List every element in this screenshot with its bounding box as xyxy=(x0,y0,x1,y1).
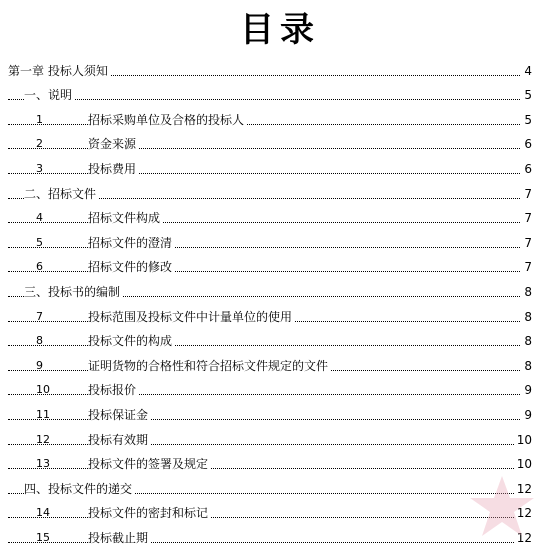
toc-entry-text: 投标截止期 xyxy=(88,530,149,545)
toc-entry-page: 8 xyxy=(524,358,532,373)
toc-entry-number: 13 xyxy=(36,457,50,471)
dot-leader xyxy=(8,444,520,445)
toc-title: 目录 xyxy=(240,10,320,50)
toc-entry-page: 6 xyxy=(524,137,532,152)
toc-entry-text: 投标费用 xyxy=(88,161,137,176)
toc-entry-page: 12 xyxy=(516,530,532,545)
toc-entry-text: 招标文件构成 xyxy=(88,211,161,226)
toc-entry-page: 5 xyxy=(524,112,532,127)
dot-leader xyxy=(8,173,520,174)
toc-entry-item[interactable] xyxy=(0,424,560,449)
toc-entry-number: 2 xyxy=(36,137,43,151)
toc-entry-text: 三、投标书的编制 xyxy=(24,284,121,299)
toc-entry-item[interactable] xyxy=(0,350,560,375)
toc-entry-item[interactable] xyxy=(0,301,560,326)
toc-entry-number: 9 xyxy=(36,358,43,372)
toc-entry-page: 6 xyxy=(524,161,532,176)
toc-entry-item[interactable] xyxy=(0,375,560,400)
toc-entry-number: 3 xyxy=(36,161,43,175)
toc-entry-item[interactable] xyxy=(0,203,560,228)
watermark-logo-icon xyxy=(462,470,542,550)
dot-leader xyxy=(8,542,520,543)
toc-entry-page: 9 xyxy=(524,383,532,398)
toc-entry-text: 投标文件的构成 xyxy=(88,334,173,349)
toc-entry-page: 8 xyxy=(524,309,532,324)
toc-entry-section[interactable] xyxy=(0,80,560,105)
toc-entry-text: 第一章 投标人须知 xyxy=(8,63,108,78)
toc-entry-page: 7 xyxy=(524,235,532,250)
toc-entry-text: 投标文件的密封和标记 xyxy=(88,506,209,521)
toc-entry-text: 一、说明 xyxy=(24,88,73,103)
toc-entry-section[interactable] xyxy=(0,178,560,203)
toc-entry-item[interactable] xyxy=(0,399,560,424)
dot-leader xyxy=(8,99,520,100)
toc-entry-item[interactable] xyxy=(0,104,560,129)
dot-leader xyxy=(8,124,520,125)
dot-leader xyxy=(8,419,520,420)
toc-entry-number: 8 xyxy=(36,334,43,348)
dot-leader xyxy=(8,222,520,223)
toc-entry-number: 10 xyxy=(36,383,50,397)
dot-leader xyxy=(8,468,520,469)
toc-entry-number: 5 xyxy=(36,235,43,249)
toc-entry-text: 投标范围及投标文件中计量单位的使用 xyxy=(88,309,293,324)
toc-entry-page: 7 xyxy=(524,260,532,275)
toc-entry-page: 10 xyxy=(516,432,532,447)
toc-entry-number: 4 xyxy=(36,211,43,225)
toc-entry-text: 招标文件的澄清 xyxy=(88,235,173,250)
toc-entry-page: 9 xyxy=(524,407,532,422)
toc-entry-page: 10 xyxy=(516,457,532,472)
toc-entry-number: 12 xyxy=(36,432,50,446)
toc-entry-number: 15 xyxy=(36,530,50,544)
toc-entry-text: 投标报价 xyxy=(88,383,137,398)
toc-entry-page: 12 xyxy=(516,506,532,521)
toc-entry-text: 四、投标文件的递交 xyxy=(24,481,133,496)
toc-entry-page: 8 xyxy=(524,284,532,299)
toc-entry-page: 4 xyxy=(524,63,532,78)
toc-entry-text: 投标文件的签署及规定 xyxy=(88,457,209,472)
dot-leader xyxy=(8,517,520,518)
toc-entry-chapter[interactable] xyxy=(0,55,560,80)
toc-entry-text: 投标保证金 xyxy=(88,407,149,422)
toc-entry-number: 1 xyxy=(36,112,43,126)
toc-entry-page: 7 xyxy=(524,211,532,226)
dot-leader xyxy=(8,345,520,346)
toc-entry-item[interactable] xyxy=(0,252,560,277)
toc-entry-text: 招标采购单位及合格的投标人 xyxy=(88,112,245,127)
dot-leader xyxy=(8,271,520,272)
toc-entry-item[interactable] xyxy=(0,153,560,178)
toc-entry-text: 证明货物的合格性和符合招标文件规定的文件 xyxy=(88,358,329,373)
toc-entry-number: 11 xyxy=(36,407,50,421)
toc-entry-number: 7 xyxy=(36,309,43,323)
toc-entry-page: 7 xyxy=(524,186,532,201)
toc-entry-text: 招标文件的修改 xyxy=(88,260,173,275)
dot-leader xyxy=(8,394,520,395)
toc-entry-text: 二、招标文件 xyxy=(24,186,97,201)
toc-entry-item[interactable] xyxy=(0,129,560,154)
toc-entry-section[interactable] xyxy=(0,276,560,301)
toc-entry-text: 资金来源 xyxy=(88,137,137,152)
toc-entry-number: 6 xyxy=(36,260,43,274)
toc-entry-page: 12 xyxy=(516,481,532,496)
toc-entry-page: 8 xyxy=(524,334,532,349)
toc-entry-item[interactable] xyxy=(0,227,560,252)
toc-entry-item[interactable] xyxy=(0,326,560,351)
toc-entry-number: 14 xyxy=(36,506,50,520)
toc-entry-page: 5 xyxy=(524,88,532,103)
dot-leader xyxy=(8,247,520,248)
dot-leader xyxy=(8,148,520,149)
toc-entry-text: 投标有效期 xyxy=(88,432,149,447)
